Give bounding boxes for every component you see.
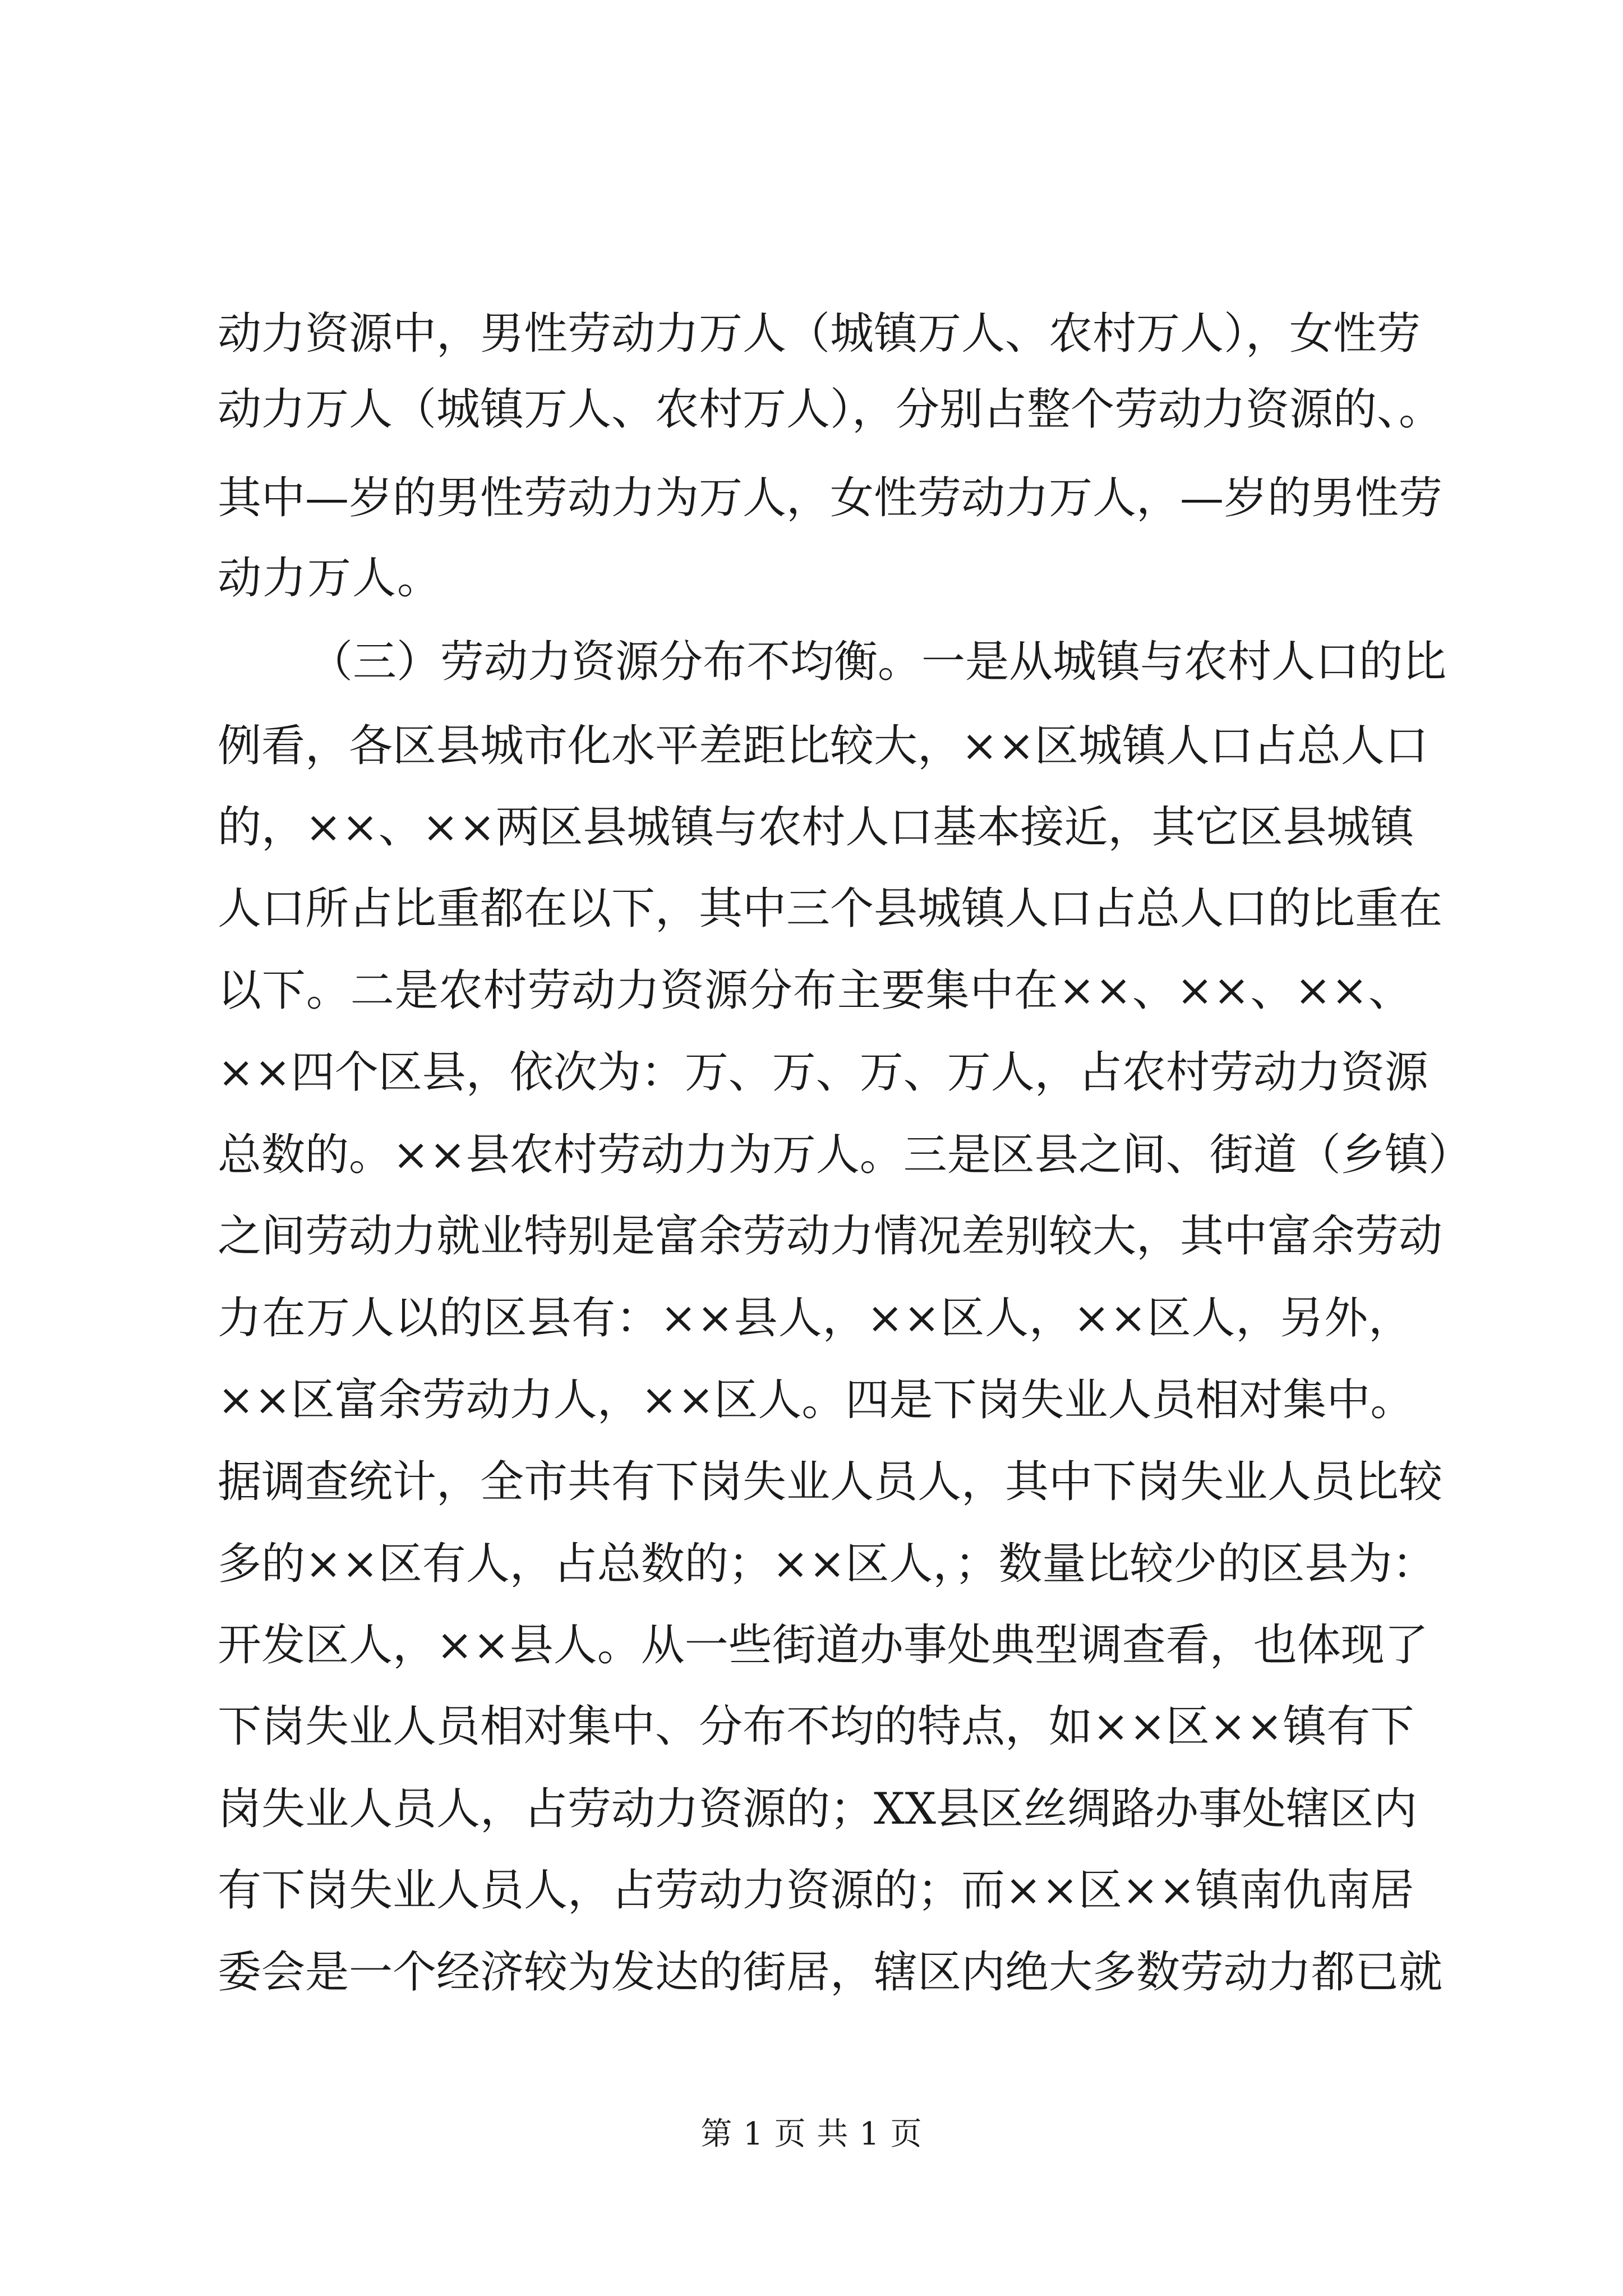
text-line-10: ××四个区县，依次为：万、万、万、万人，占农村劳动力资源 (218, 1047, 1428, 1098)
text-line-17: 开发区人，××县人。从一些街道办事处典型调查看，也体现了 (218, 1620, 1428, 1671)
text-line-3: 其中—岁的男性劳动力为万人，女性劳动力万人，—岁的男性劳 (218, 473, 1443, 523)
text-line-5: （三）劳动力资源分布不均衡。一是从城镇与农村人口的比 (309, 637, 1447, 687)
text-line-12: 之间劳动力就业特别是富余劳动力情况差别较大，其中富余劳动 (218, 1211, 1443, 1262)
text-line-18: 下岗失业人员相对集中、分布不均的特点，如××区××镇有下 (218, 1701, 1414, 1752)
text-line-11: 总数的。××县农村劳动力为万人。三是区县之间、街道（乡镇） (218, 1130, 1472, 1180)
text-line-20: 有下岗失业人员人，占劳动力资源的；而××区××镇南仇南居 (218, 1865, 1414, 1916)
text-line-13: 力在万人以的区县有：××县人，××区人，××区人，另外， (218, 1293, 1412, 1343)
text-line-2: 动力万人（城镇万人、农村万人），分别占整个劳动力资源的、。 (218, 384, 1443, 435)
text-line-16: 多的××区有人，占总数的；××区人，；数量比较少的区县为： (218, 1539, 1436, 1589)
text-line-1: 动力资源中，男性劳动力万人（城镇万人、农村万人），女性劳 (218, 309, 1421, 359)
page-number-footer: 第 1 页 共 1 页 (700, 2116, 923, 2152)
text-line-7: 的，××、××两区县城镇与农村人口基本接近，其它区县城镇 (218, 802, 1414, 853)
text-line-19: 岗失业人员人，占劳动力资源的；XX县区丝绸路办事处辖区内 (218, 1784, 1418, 1834)
text-line-4: 动力万人。 (218, 553, 442, 604)
text-line-9: 以下。二是农村劳动力资源分布主要集中在××、××、××、 (218, 965, 1412, 1016)
text-line-15: 据调查统计，全市共有下岗失业人员人，其中下岗失业人员比较 (218, 1457, 1443, 1507)
text-line-14: ××区富余劳动力人，××区人。四是下岗失业人员相对集中。 (218, 1375, 1414, 1425)
text-line-8: 人口所占比重都在以下，其中三个县城镇人口占总人口的比重在 (218, 884, 1443, 934)
text-line-21: 委会是一个经济较为发达的街居，辖区内绝大多数劳动力都已就 (218, 1947, 1443, 1998)
text-line-6: 例看，各区县城市化水平差距比较大，××区城镇人口占总人口 (218, 721, 1428, 771)
